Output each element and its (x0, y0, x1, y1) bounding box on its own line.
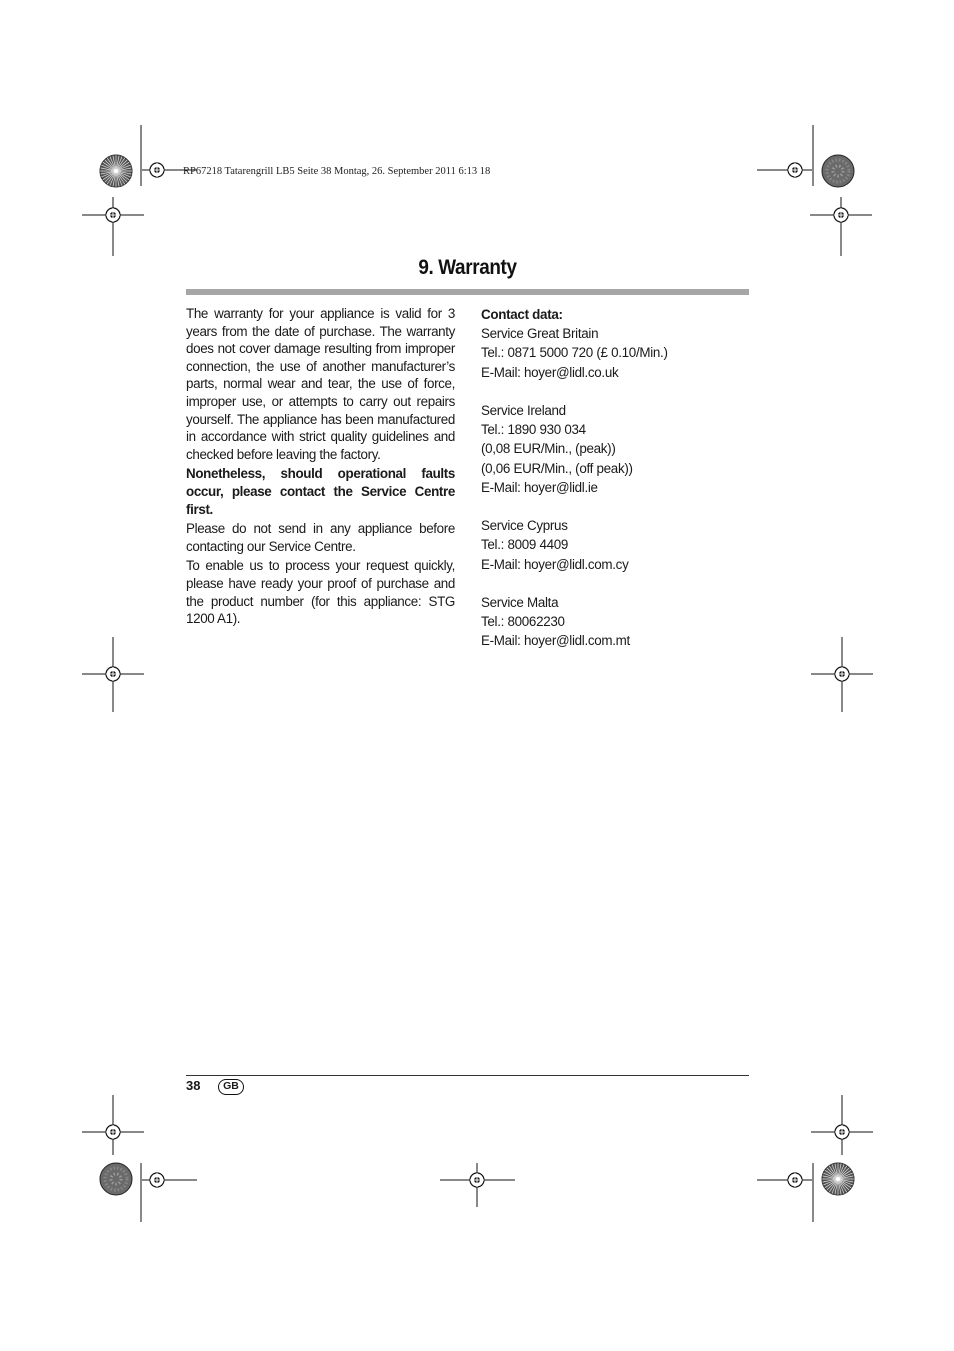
service-cy-email: E-Mail: hoyer@lidl.com.cy (481, 556, 629, 572)
service-gb-name: Service Great Britain (481, 326, 599, 342)
proof-of-purchase-paragraph: To enable us to process your request quickly, please have ready your proof of purchase and the product number (for this appliance: STG 1200 A1). (186, 558, 455, 627)
crop-mark-top-left (82, 125, 197, 256)
title-rule (186, 289, 749, 295)
warranty-text-column (186, 305, 455, 630)
service-gb-tel: Tel.: 0871 5000 720 (£ 0.10/Min.) (481, 345, 668, 361)
service-ie-tel: Tel.: 1890 930 034 (481, 422, 586, 438)
service-ie-rate-peak: (0,08 EUR/Min., (peak)) (481, 441, 616, 457)
page-number: 38 (186, 1078, 201, 1093)
spacer (481, 382, 749, 401)
crop-mark-middle-left (82, 637, 144, 712)
service-ie-name: Service Ireland (481, 403, 566, 418)
crop-mark-bottom-right (757, 1095, 873, 1222)
service-ie-email: E-Mail: hoyer@lidl.ie (481, 479, 598, 495)
send-notice-paragraph: Please do not send in any appliance before contacting our Service Centre. (186, 521, 455, 554)
service-ie-rate-offpeak: (0,06 EUR/Min., (off peak)) (481, 460, 633, 476)
contact-data-column (481, 305, 749, 651)
footer-rule (186, 1075, 749, 1076)
contact-heading: Contact data: (481, 307, 563, 322)
country-badge: GB (218, 1079, 244, 1095)
crop-mark-middle-right (811, 637, 873, 712)
printer-slug: RP67218 Tatarengrill LB5 Seite 38 Montag, 26. September 2011 6:13 18 (183, 166, 491, 177)
service-gb-email: E-Mail: hoyer@lidl.co.uk (481, 364, 619, 380)
service-cy-tel: Tel.: 8009 4409 (481, 537, 569, 553)
warranty-paragraph: The warranty for your appliance is valid for 3 years from the date of purchase. The warranty does not cover damage resulting from improper connection, the use of another manufacturer’s parts, normal wear and tear, the use of force, improper use, or attempts to carry out repairs yourself. The appliance has been manufactured in accordance with strict quality guidelines and checked before leaving the factory. (186, 306, 455, 462)
service-mt-tel: Tel.: 80062230 (481, 614, 565, 630)
service-mt-email: E-Mail: hoyer@lidl.com.mt (481, 633, 630, 649)
crop-mark-bottom-center (440, 1163, 515, 1207)
service-centre-notice: Nonetheless, should operational faults occur, please contact the Service Centre first. (186, 466, 455, 517)
service-cy-name: Service Cyprus (481, 518, 568, 534)
service-mt-name: Service Malta (481, 595, 559, 610)
spacer (481, 497, 749, 516)
page-title: 9. Warranty (418, 256, 517, 279)
spacer (481, 574, 749, 593)
crop-mark-bottom-left (82, 1095, 197, 1222)
crop-mark-top-right (757, 125, 872, 256)
